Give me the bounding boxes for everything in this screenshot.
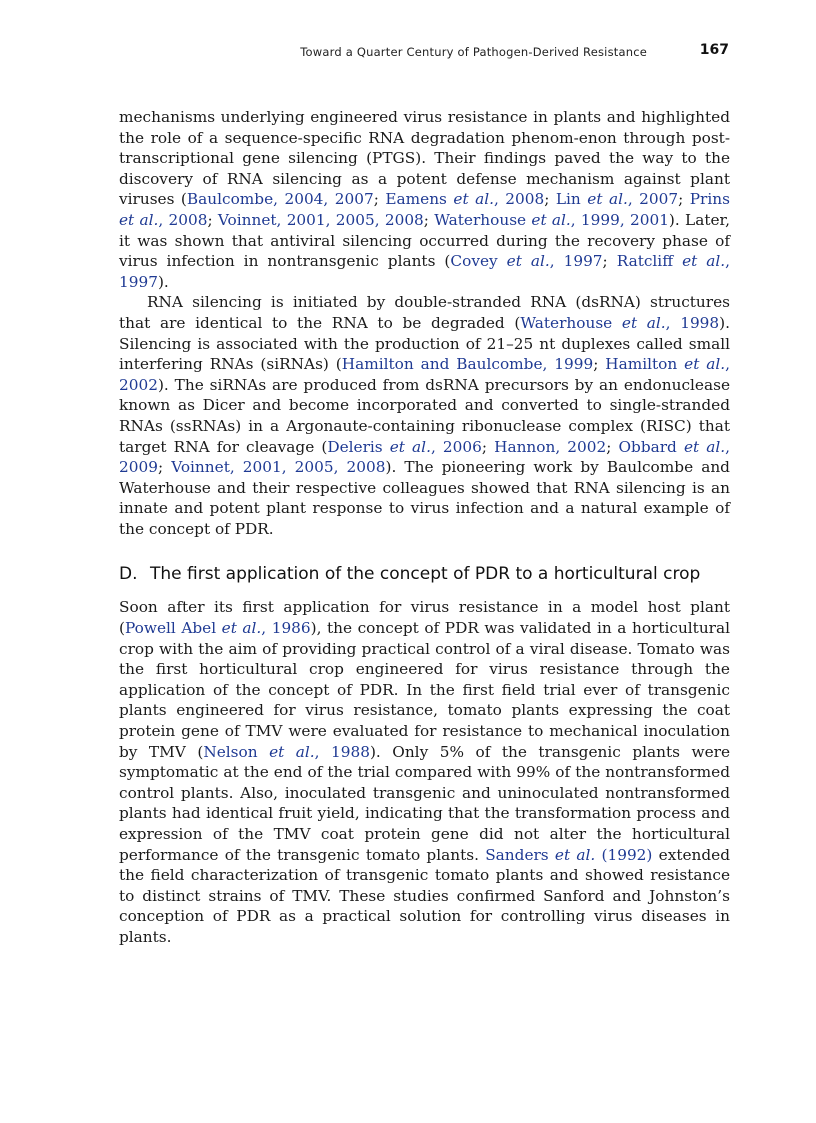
citation-year: , 1997	[119, 252, 731, 291]
text-run: ). Only 5% of the transgenic plants were symptomatic at the end of the trial compared with 99% of the nontransformed control plants. Also, inoculated transgenic and uninoculated nontransformed plants had identical fruit yield, indicating that the transformation process and expression of the TMV coat protein gene did not alter the horticultural performance of the transgenic tomato plants.	[119, 742, 731, 864]
citation-link[interactable]: Baulcombe, 2004, 2007	[186, 190, 374, 209]
citation-link[interactable]	[385, 190, 544, 208]
citation-etal: et al.	[682, 252, 726, 271]
page-number: 167	[699, 42, 729, 58]
text-run: RNA silencing is initiated by double-stranded RNA (dsRNA) structures that are identical to the RNA to be degraded (	[119, 293, 730, 332]
text-run: ), the concept of PDR was validated in a horticultural crop with the aim of providing practical control of a viral disease. Tomato was the first horticultural crop engineered for virus resistance through the application of the concept of PDR. In the first field trial ever of transgenic plants engineered for virus resistance, tomato plants expressing the coat protein gene of TMV were evaluated for resistance to mechanical inoculation by TMV (	[119, 619, 731, 761]
citation-year: , 1998	[665, 313, 720, 332]
citation-author: Waterhouse	[434, 210, 532, 229]
citation-link[interactable]	[450, 252, 602, 270]
text-run: ).	[157, 272, 169, 291]
citation-author: Lin	[555, 190, 588, 209]
citation-year: , 2002	[119, 355, 730, 394]
citation-author: Eamens	[385, 190, 454, 209]
text-run: extended the field characterization of transgenic tomato plants and showed resistance to distinct strains of TMV. These studies confirmed Sanford and Johnston’s conception of PDR as a practical solution for controlling virus diseases in plants.	[119, 845, 731, 946]
citation-link[interactable]: Voinnet, 2001, 2005, 2008	[217, 210, 424, 229]
text-run: mechanisms underlying engineered virus resistance in plants and highlighted the role of a sequence-specific RNA degradation phenom-enon through post-transcriptional gene silencing (PTGS). Their findings paved the way to the discovery of RNA silencing as a potent defense mechanism against plant viruses (	[119, 108, 730, 209]
separator: ;	[207, 210, 218, 229]
separator: ;	[602, 252, 617, 271]
running-title: Toward a Quarter Century of Pathogen-Derived Resistance	[300, 45, 647, 59]
citation-author: Obbard	[618, 437, 684, 456]
citation-etal: et al.	[453, 190, 494, 209]
citation-etal: et al.	[621, 313, 666, 332]
citation-year: , 1988	[314, 742, 370, 761]
paragraph	[119, 597, 730, 947]
citation-author: Waterhouse	[520, 313, 622, 332]
citation-author: Ratcliff	[616, 252, 683, 271]
citation-year: (1992)	[595, 845, 653, 864]
separator: ;	[606, 437, 619, 456]
citation-etal: et al.	[683, 437, 726, 456]
citation-link[interactable]: Hamilton and Baulcombe, 1999	[341, 355, 594, 374]
separator: ;	[157, 458, 172, 477]
paragraph	[119, 292, 730, 539]
citation-etal: et al.	[389, 437, 431, 456]
separator: ;	[481, 437, 495, 456]
citation-link[interactable]	[203, 743, 370, 761]
citation-year: , 1999, 2001	[570, 210, 669, 229]
separator: ;	[423, 210, 435, 229]
section-heading	[119, 563, 730, 585]
citation-link[interactable]: Hannon, 2002	[494, 437, 607, 456]
section-label: D.	[119, 564, 138, 585]
citation-year: , 2009	[119, 437, 731, 477]
citation-author: Nelson	[203, 742, 270, 761]
citation-link[interactable]	[520, 314, 719, 332]
citation-author: Sanders	[485, 845, 555, 864]
citation-year: , 1997	[549, 252, 603, 271]
citation-year: , 2008	[493, 190, 545, 209]
citation-etal: et al.	[684, 355, 726, 374]
citation-link[interactable]: Voinnet, 2001, 2005, 2008	[171, 458, 386, 477]
citation-link[interactable]	[327, 438, 482, 456]
citation-author: Hamilton	[605, 355, 685, 374]
citation-year: , 2007	[627, 190, 679, 209]
text-run: ). The pioneering work by Baulcombe and Waterhouse and their respective colleagues showed that RNA silencing is an innate and potent plant response to virus infection and a natural example of the concept of PDR.	[119, 458, 730, 538]
citation-author: Prins	[689, 190, 730, 209]
citation-author: Powell Abel	[124, 619, 222, 638]
body-text	[119, 107, 730, 948]
citation-link[interactable]	[485, 846, 652, 864]
citation-author: Deleris	[327, 437, 390, 456]
citation-etal: et al.	[587, 190, 628, 209]
text-run: ). Silencing is associated with the production of 21–25 nt duplexes called small interfering RNAs (siRNAs) (	[119, 313, 730, 374]
citation-etal: et al.	[531, 210, 571, 229]
citation-etal: et al.	[269, 742, 315, 761]
citation-link[interactable]	[125, 619, 311, 637]
separator: ;	[544, 190, 556, 209]
citation-etal: et al.	[221, 619, 262, 638]
citation-etal: et al.	[506, 252, 550, 271]
text-run: ). Later, it was shown that antiviral silencing occurred during the recovery phase of virus infection in nontransgenic plants (	[119, 210, 731, 271]
citation-year: , 2006	[430, 437, 482, 456]
citation-etal: et al.	[554, 845, 596, 864]
text-run: ). The siRNAs are produced from dsRNA precursors by an endonuclease known as Dicer and become incorporated and converted to single-stranded RNAs (ssRNAs) in a Argonaute-containing ribonuclease complex (RISC) that target RNA for cleavage (	[119, 375, 730, 456]
citation-year: , 2008	[158, 210, 208, 229]
paragraph	[119, 107, 730, 292]
separator: ;	[593, 355, 606, 374]
separator: ;	[678, 190, 690, 209]
citation-link[interactable]	[556, 190, 678, 208]
citation-link[interactable]	[434, 211, 669, 229]
citation-author: Covey	[450, 252, 507, 271]
citation-year: , 1986	[261, 619, 311, 638]
separator: ;	[373, 190, 386, 209]
section-title: The first application of the concept of PDR to a horticultural crop	[150, 564, 701, 585]
citation-etal: et al.	[119, 210, 159, 229]
text-run: Soon after its first application for virus resistance in a model host plant (	[119, 598, 730, 638]
